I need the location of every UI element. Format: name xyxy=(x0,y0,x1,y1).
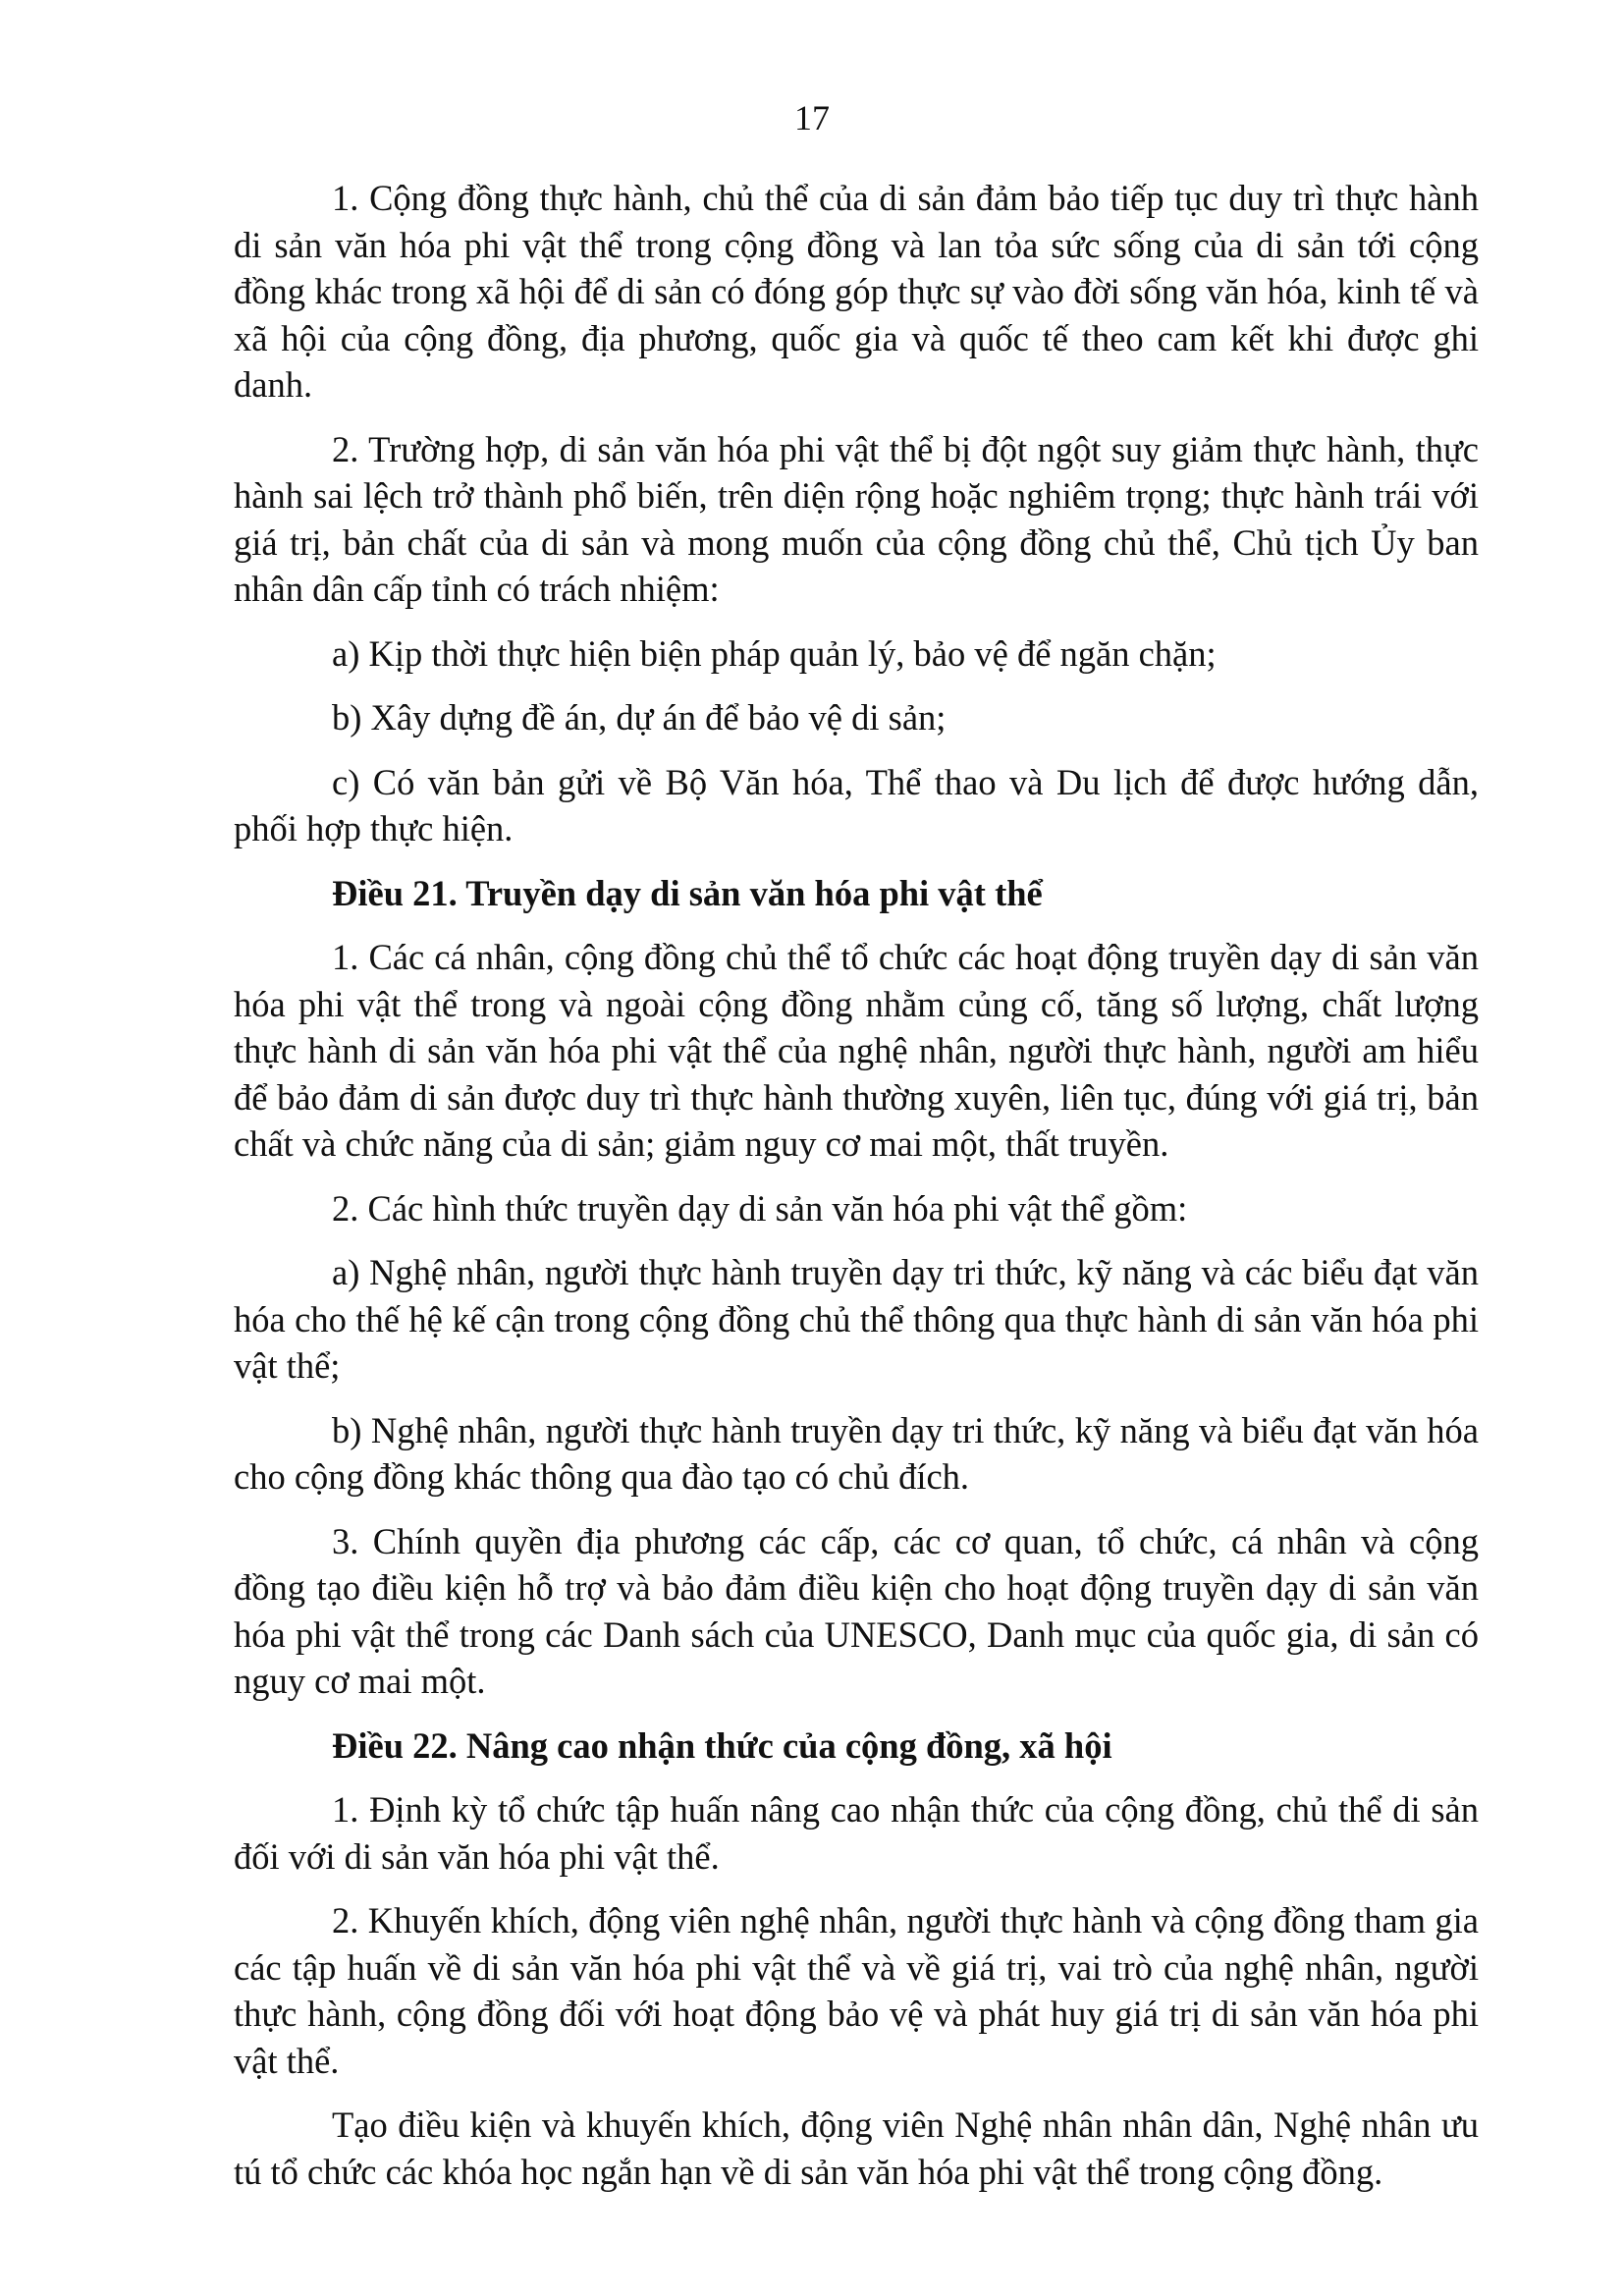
paragraph-clause-2: 2. Trường hợp, di sản văn hóa phi vật thể bị đột ngột suy giảm thực hành, thực hành sai lệch trở thành phổ biến, trên diện rộng hoặc nghiêm trọng; thực hành trái với giá trị, bản chất của di sản và mong muốn của cộng đồng chủ thể, Chủ tịch Ủy ban nhân dân cấp tỉnh có trách nhiệm: xyxy=(234,428,1479,609)
page-number: 17 xyxy=(794,98,830,137)
article-22-clause-2: 2. Khuyến khích, động viên nghệ nhân, người thực hành và cộng đồng tham gia các tập huấn về di sản văn hóa phi vật thể và về giá trị, vai trò của nghệ nhân, người thực hành, cộng đồng đối với hoạt động bảo vệ và phát huy giá trị di sản văn hóa phi vật thể. xyxy=(234,1900,1479,2081)
article-21-heading: Điều 21. Truyền dạy di sản văn hóa phi vật thể xyxy=(332,872,1043,913)
paragraph-item-c: c) Có văn bản gửi về Bộ Văn hóa, Thể thao và Du lịch để được hướng dẫn, phối hợp thực hiện. xyxy=(234,761,1479,848)
article-21-item-a: a) Nghệ nhân, người thực hành truyền dạy tri thức, kỹ năng và các biểu đạt văn hóa cho thế hệ kế cận trong cộng đồng chủ thể thông qua thực hành di sản văn hóa phi vật thể; xyxy=(234,1252,1479,1386)
article-21-clause-3: 3. Chính quyền địa phương các cấp, các cơ quan, tổ chức, cá nhân và cộng đồng tạo điều kiện hỗ trợ và bảo đảm điều kiện cho hoạt động truyền dạy di sản văn hóa phi vật thể trong các Danh sách của UNESCO, Danh mục của quốc gia, di sản có nguy cơ mai một. xyxy=(234,1520,1479,1701)
paragraph-clause-1: 1. Cộng đồng thực hành, chủ thể của di sản đảm bảo tiếp tục duy trì thực hành di sản văn hóa phi vật thể trong cộng đồng và lan tỏa sức sống của di sản tới cộng đồng khác trong xã hội để di sản có đóng góp thực sự vào đời sống văn hóa, kinh tế và xã hội của cộng đồng, địa phương, quốc gia và quốc tế theo cam kết khi được ghi danh. xyxy=(234,178,1479,405)
document-body xyxy=(234,175,1479,2213)
article-21-clause-2: 2. Các hình thức truyền dạy di sản văn hóa phi vật thể gồm: xyxy=(332,1187,1188,1229)
article-22-clause-1: 1. Định kỳ tổ chức tập huấn nâng cao nhận thức của cộng đồng, chủ thể di sản đối với di sản văn hóa phi vật thể. xyxy=(234,1789,1479,1877)
article-21-item-b: b) Nghệ nhân, người thực hành truyền dạy tri thức, kỹ năng và biểu đạt văn hóa cho cộng đồng khác thông qua đào tạo có chủ đích. xyxy=(234,1409,1479,1497)
article-21-clause-1: 1. Các cá nhân, cộng đồng chủ thể tổ chức các hoạt động truyền dạy di sản văn hóa phi vật thể trong và ngoài cộng đồng nhằm củng cố, tăng số lượng, chất lượng thực hành di sản văn hóa phi vật thể của nghệ nhân, người thực hành, người am hiểu để bảo đảm di sản được duy trì thực hành thường xuyên, liên tục, đúng với giá trị, bản chất và chức năng của di sản; giảm nguy cơ mai một, thất truyền. xyxy=(234,937,1479,1164)
paragraph-item-b: b) Xây dựng đề án, dự án để bảo vệ di sản; xyxy=(332,697,947,738)
paragraph-item-a: a) Kịp thời thực hiện biện pháp quản lý, bảo vệ để ngăn chặn; xyxy=(332,632,1217,674)
article-22-paragraph-3: Tạo điều kiện và khuyến khích, động viên Nghệ nhân nhân dân, Nghệ nhân ưu tú tổ chức các khóa học ngắn hạn về di sản văn hóa phi vật thể trong cộng đồng. xyxy=(234,2105,1479,2192)
article-22-heading: Điều 22. Nâng cao nhận thức của cộng đồng, xã hội xyxy=(332,1724,1112,1766)
